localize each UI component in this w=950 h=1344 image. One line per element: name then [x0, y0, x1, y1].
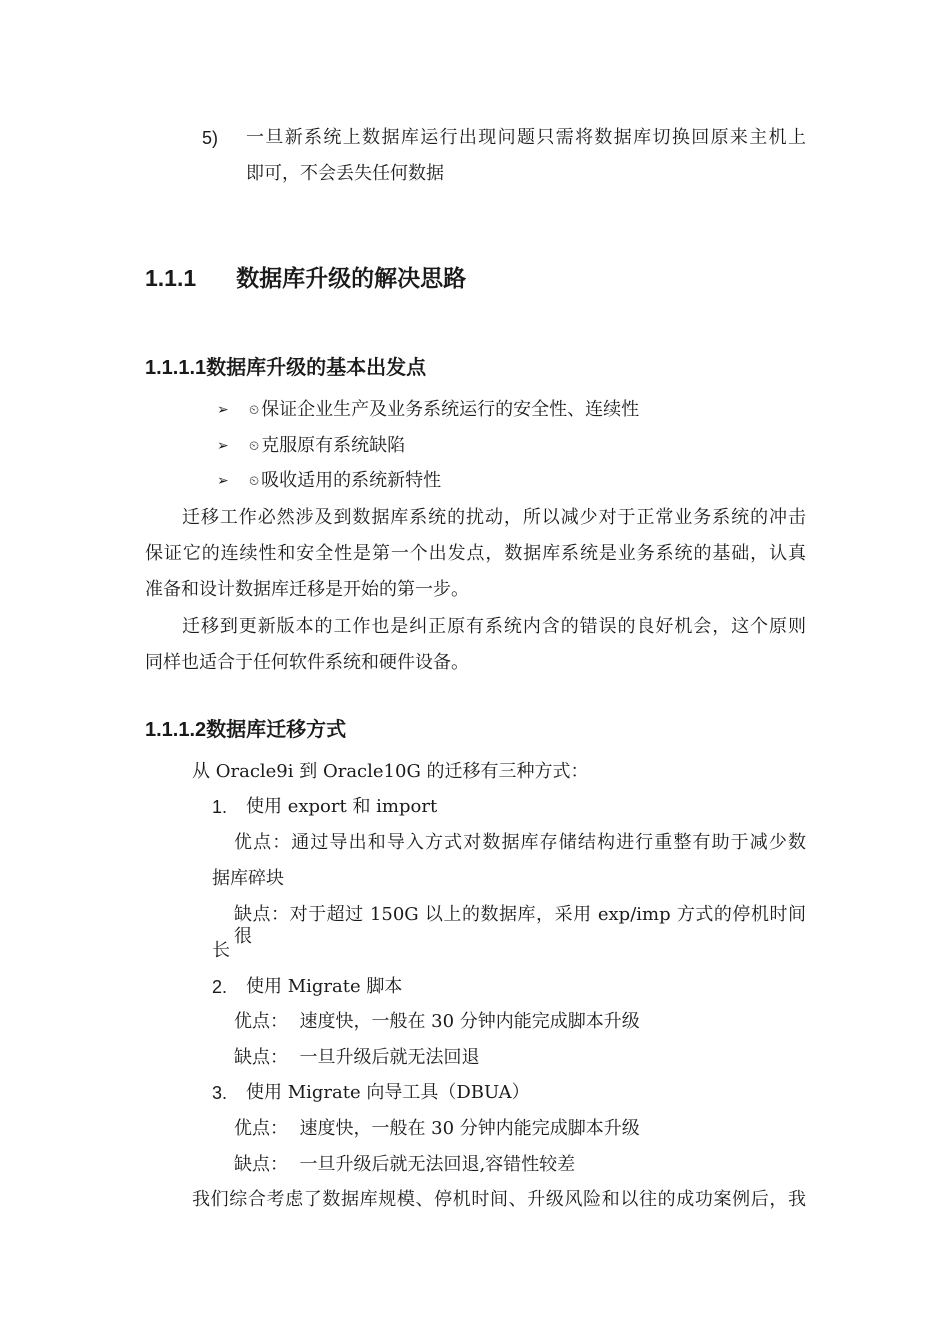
paragraph-line: 保证它的连续性和安全性是第一个出发点，数据库系统是业务系统的基础，认真 [145, 543, 806, 564]
bullet-text: 克服原有系统缺陷 [261, 435, 406, 456]
method-title: 使用 export 和 import [246, 796, 438, 817]
paragraph-line: 迁移到更新版本的工作也是纠正原有系统内含的错误的良好机会，这个原则 [182, 616, 806, 637]
paragraph-line: 我们综合考虑了数据库规模、停机时间、升级风险和以往的成功案例后，我 [192, 1189, 806, 1210]
clock-icon: ⏲ [249, 403, 260, 418]
section-heading [145, 264, 466, 292]
bullet-text: 保证企业生产及业务系统运行的安全性、连续性 [261, 399, 640, 420]
bullet-text: 吸收适用的系统新特性 [261, 470, 442, 491]
method-number: 2. [212, 977, 228, 997]
method-con: 缺点： 一旦升级后就无法回退,容错性较差 [234, 1154, 576, 1175]
subsection-heading: 1.1.1.2数据库迁移方式 [145, 719, 347, 741]
method-title: 使用 Migrate 向导工具（DBUA） [246, 1082, 530, 1103]
method-pro: 优点：通过导出和导入方式对数据库存储结构进行重整有助于减少数 [234, 832, 806, 853]
list-item-text: 一旦新系统上数据库运行出现问题只需将数据库切换回原来主机上 [246, 127, 806, 148]
method-number: 1. [212, 797, 228, 817]
intro-line: 从 Oracle9i 到 Oracle10G 的迁移有三种方式： [192, 761, 589, 782]
arrow-bullet-icon: ➢ [217, 473, 229, 489]
subsection-heading: 1.1.1.1数据库升级的基本出发点 [145, 357, 427, 379]
method-title: 使用 Migrate 脚本 [246, 976, 403, 997]
arrow-bullet-icon: ➢ [217, 438, 229, 454]
list-item-text: 即可，不会丢失任何数据 [246, 163, 444, 184]
section-number: 1.1.1 [145, 265, 197, 291]
method-pro: 优点： 速度快，一般在 30 分钟内能完成脚本升级 [234, 1118, 640, 1139]
clock-icon: ⏲ [249, 474, 260, 489]
method-con: 缺点： 一旦升级后就无法回退 [234, 1047, 480, 1068]
bullet-item [249, 399, 639, 422]
list-number: 5) [202, 128, 219, 148]
arrow-bullet-icon: ➢ [217, 402, 229, 418]
method-con: 长 [212, 940, 230, 961]
bullet-item [249, 435, 405, 458]
paragraph-line: 迁移工作必然涉及到数据库系统的扰动，所以减少对于正常业务系统的冲击 [182, 507, 806, 528]
clock-icon: ⏲ [249, 439, 260, 454]
bullet-item [249, 470, 441, 493]
method-pro: 据库碎块 [212, 868, 284, 889]
paragraph-line: 准备和设计数据库迁移是开始的第一步。 [145, 579, 469, 600]
paragraph-line: 同样也适合于任何软件系统和硬件设备。 [145, 652, 469, 673]
method-pro: 优点： 速度快，一般在 30 分钟内能完成脚本升级 [234, 1011, 640, 1032]
method-number: 3. [212, 1083, 228, 1103]
section-title: 数据库升级的解决思路 [236, 265, 467, 291]
method-con: 缺点：对于超过 150G 以上的数据库，采用 exp/imp 方式的停机时间很 [234, 904, 806, 947]
